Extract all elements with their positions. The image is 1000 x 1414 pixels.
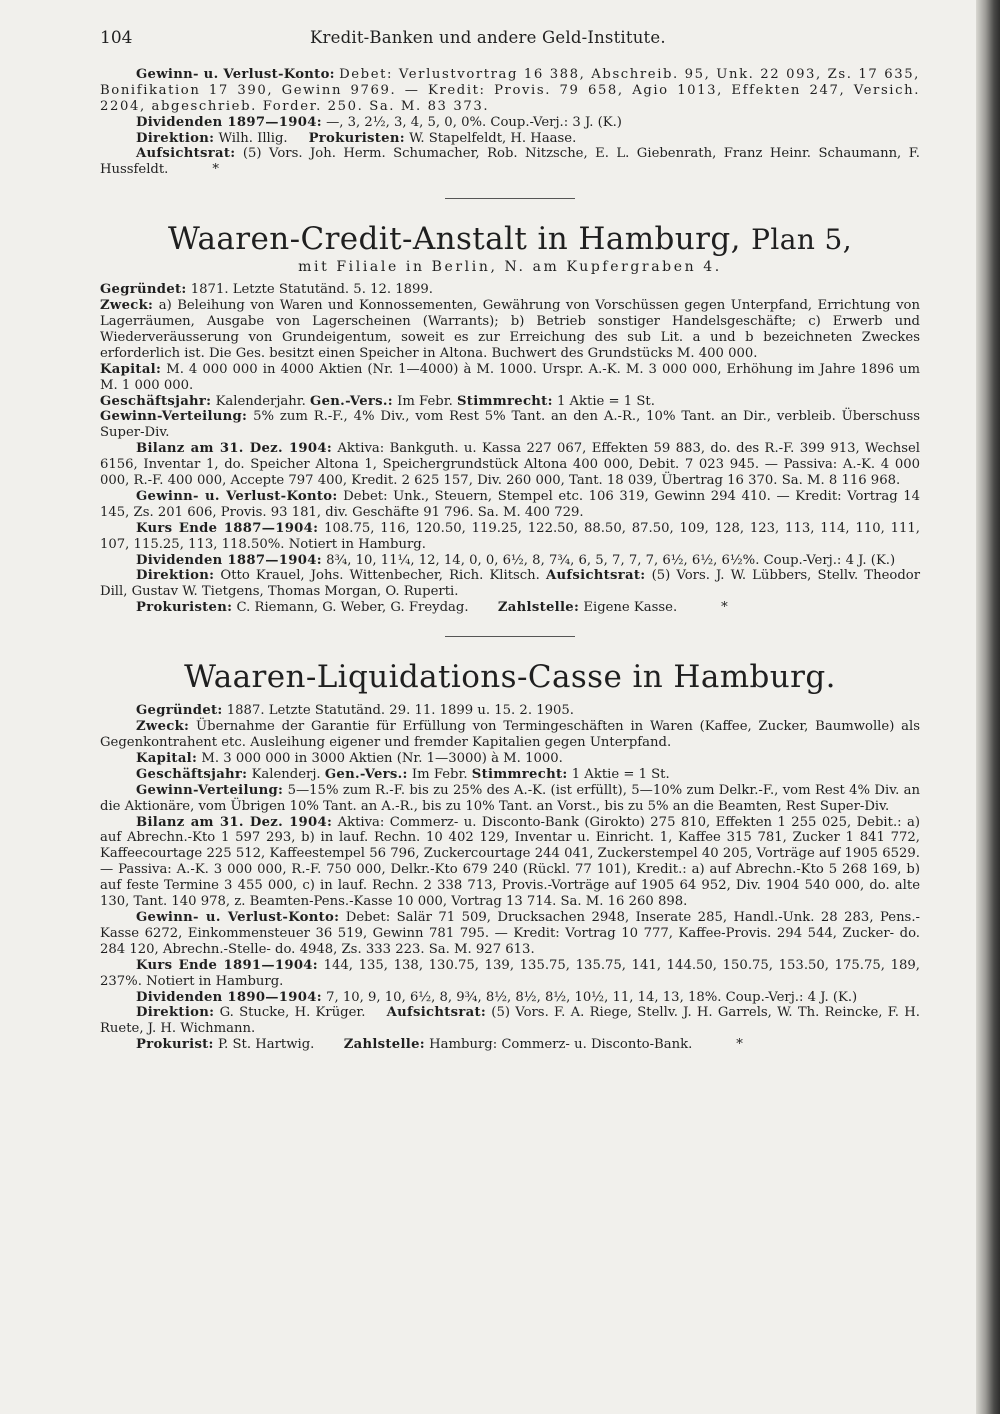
kapital-text: M. 4 000 000 in 4000 Aktien (Nr. 1—4000) à M. 1000. Urspr. A.-K. M. 3 000 000, Erhöhung im Jahre 1896 um M. 1 000 000. (100, 361, 920, 393)
genvers-label: Gen.-Vers.: (310, 393, 393, 409)
prokuristen-label: Prokuristen: (136, 600, 233, 616)
dividenden-text: 7, 10, 9, 10, 6½, 8, 9¾, 8½, 8½, 8½, 10½, 11, 14, 13, 18%. Coup.-Verj.: 4 J. (K.) (326, 989, 858, 1005)
geschaeftsjahr-label: Geschäftsjahr: (136, 766, 248, 782)
bilanz-paragraph (100, 815, 920, 910)
kapital-paragraph (100, 362, 920, 394)
genvers-label: Gen.-Vers.: (324, 766, 408, 782)
geschaeftsjahr-text: Kalenderjahr. (215, 393, 306, 409)
gewinnverteilung-label: Gewinn-Verteilung: (136, 782, 284, 798)
zahlstelle-label: Zahlstelle: (497, 600, 580, 616)
separator-rule (445, 198, 575, 199)
guv-text: Debet: Unk., Steuern, Stempel etc. 106 319, Gewinn 294 410. — Kredit: Vortrag 14 145, Zs. 201 606, Provis. 93 181, div. Geschäfte 91 796. Sa. M. 400 729. (100, 488, 920, 520)
kurs-paragraph (100, 958, 920, 990)
prokurist-label: Prokurist: (136, 1037, 214, 1053)
kapital-label: Kapital: (136, 750, 198, 766)
firm-plan: Plan 5, (751, 223, 853, 257)
prokurist-paragraph (100, 1037, 920, 1053)
bilanz-text: Aktiva: Bankguth. u. Kassa 227 067, Effekten 59 883, do. des R.-F. 399 913, Wechsel 6156, Inventar 1, do. Speicher Altona 1, Speichergrundstück Altona 400 000, Debit. 7 023 945. — Passiva: A.-K. 4 000 000, R.-F. 400 000, Accepte 797 400, Kredit. 2 625 157, Div. 260 000, Tant. 18 039, Übertrag 16 370. Sa. M. 8 116 968. (100, 441, 920, 489)
page-number: 104 (100, 28, 133, 48)
gewinnverteilung-paragraph (100, 783, 920, 815)
direktion-label: Direktion: (136, 1005, 215, 1021)
gegruendet-paragraph (100, 703, 920, 719)
gewinnverteilung-paragraph (100, 409, 920, 441)
geschaeftsjahr-label: Geschäftsjahr: (100, 393, 212, 409)
kapital-paragraph (100, 751, 920, 767)
running-head-title: Kredit-Banken und andere Geld-Institute. (310, 28, 666, 47)
zweck-label: Zweck: (136, 719, 190, 735)
prev-prok-text: W. Stapelfeldt, H. Haase. (409, 130, 577, 146)
direktion-text: Otto Krauel, Johs. Wittenbecher, Rich. Klitsch. (220, 568, 540, 584)
gewinnverteilung-label: Gewinn-Verteilung: (100, 409, 248, 425)
prev-div-paragraph (100, 115, 920, 131)
direktion-paragraph (100, 1005, 920, 1037)
geschaeftsjahr-paragraph (100, 394, 920, 410)
running-header (100, 30, 920, 47)
gegruendet-label: Gegründet: (100, 282, 187, 298)
dividenden-label: Dividenden 1887—1904: (136, 552, 322, 568)
guv-text: Debet: Salär 71 509, Drucksachen 2948, Inserate 285, Handl.-Unk. 28 283, Pens.-Kasse 6272, Einkommensteuer 36 519, Gewinn 781 795. — Kredit: Vortrag 10 777, Kaffee-Provis. 294 544, Zucker- do. 284 120, Abrechn.-Stelle- do. 4948, Zs. 333 223. Sa. M. 927 613. (100, 909, 920, 957)
prev-div-text: —, 3, 2½, 3, 4, 5, 0, 0%. Coup.-Verj.: 3 J. (K.) (326, 114, 622, 130)
dividenden-label: Dividenden 1890—1904: (136, 989, 322, 1005)
kurs-text: 144, 135, 138, 130.75, 139, 135.75, 135.75, 141, 144.50, 150.75, 153.50, 175.75, 189, 237%. Notiert in Hamburg. (100, 957, 920, 989)
aufsichtsrat-text: (5) Vors. F. A. Riege, Stellv. J. H. Garrels, W. Th. Reincke, F. H. Ruete, J. H. Wichmann. (100, 1005, 920, 1037)
prokurist-text: P. St. Hartwig. (217, 1037, 315, 1053)
prev-dir-paragraph (100, 131, 920, 147)
zahlstelle-label: Zahlstelle: (343, 1037, 425, 1053)
bilanz-paragraph (100, 441, 920, 489)
prev-gv-paragraph (100, 67, 920, 115)
prev-gv-label: Gewinn- u. Verlust-Konto: (136, 66, 335, 82)
bilanz-label: Bilanz am 31. Dez. 1904: (136, 441, 333, 457)
entry-waaren-liquidations-casse (100, 659, 920, 1053)
zahlstelle-text: Eigene Kasse. (583, 600, 678, 616)
zweck-paragraph (100, 298, 920, 362)
direktion-paragraph (100, 568, 920, 600)
entry-waaren-credit-anstalt (100, 221, 920, 616)
aufsichtsrat-label: Aufsichtsrat: (546, 568, 646, 584)
dividenden-paragraph (100, 553, 920, 569)
separator-rule (445, 636, 575, 637)
stimmrecht-label: Stimmrecht: (471, 766, 568, 782)
gegruendet-paragraph (100, 282, 920, 298)
text-column (100, 30, 920, 1053)
geschaeftsjahr-text: Kalenderj. (251, 766, 321, 782)
prev-dir-text: Wilh. Illig. (218, 130, 288, 146)
gegruendet-text: 1887. Letzte Statutänd. 29. 11. 1899 u. 15. 2. 1905. (226, 703, 574, 719)
aufsichtsrat-label: Aufsichtsrat: (386, 1005, 487, 1021)
firm-title (100, 221, 920, 258)
gegruendet-label: Gegründet: (136, 703, 223, 719)
guv-paragraph (100, 910, 920, 958)
gewinnverteilung-text: 5—15% zum R.-F. bis zu 25% des A.-K. (ist erfüllt), 5—10% zum Delkr.-F., vom Rest 4% Div. an die Aktionäre, vom Übrigen 10% Tant. an A.-R., bis zu 10% Tant. an Vorst., bis zu 5% an die Beamten, Rest Super-Div. (100, 782, 920, 814)
prev-end-star: * (212, 162, 219, 178)
guv-label: Gewinn- u. Verlust-Konto: (136, 488, 338, 504)
prev-div-label: Dividenden 1897—1904: (136, 114, 322, 130)
zweck-text: a) Beleihung von Waren und Konnossementen, Gewährung von Vorschüssen gegen Unterpfand, Errichtung von Lagerräumen, Ausgabe von Lagerscheinen (Warrants); b) Betrieb sonstiger Handelsgeschäfte; c) Erwerb und Wiederveräusserung von Grundeigentum, soweit es zur Erreichung des sub Lit. a und b bezeichneten Zweckes erforderlich ist. Die Ges. besitzt einen Speicher in Altona. Buchwert des Grundstücks M. 400 000. (100, 298, 920, 361)
dividenden-text: 8¾, 10, 11¼, 12, 14, 0, 0, 6½, 8, 7¾, 6, 5, 7, 7, 7, 6½, 6½, 6½%. Coup.-Verj.: 4 J. (K.) (326, 552, 896, 568)
entry1-end-star: * (721, 600, 728, 616)
aufsichtsrat-text: (5) Vors. J. W. Lübbers, Stellv. Theodor Dill, Gustav W. Tietgens, Thomas Morgan, O. Ruperti. (100, 568, 920, 600)
guv-paragraph (100, 489, 920, 521)
firm-subtitle: mit Filiale in Berlin, N. am Kupfergraben 4. (298, 259, 722, 276)
genvers-text: Im Febr. (411, 766, 468, 782)
genvers-text: Im Febr. (397, 393, 453, 409)
prev-entry (100, 67, 920, 178)
title-spacer (100, 695, 920, 703)
bilanz-label: Bilanz am 31. Dez. 1904: (136, 814, 333, 830)
prev-gv-text: Debet: Verlustvortrag 16 388, Abschreib. 95, Unk. 22 093, Zs. 17 635, Bonifikation 17 390, Gewinn 9769. — Kredit: Provis. 79 658, Agio 1013, Effekten 247, Versich. 2204, abgeschrieb. Forder. 250. Sa. M. 83 373. (100, 66, 920, 114)
entry2-end-star: * (736, 1037, 743, 1053)
kurs-paragraph (100, 521, 920, 553)
stimmrecht-label: Stimmrecht: (456, 393, 553, 409)
guv-label: Gewinn- u. Verlust-Konto: (136, 909, 340, 925)
geschaeftsjahr-paragraph (100, 767, 920, 783)
kurs-label: Kurs Ende 1887—1904: (136, 520, 319, 536)
kurs-label: Kurs Ende 1891—1904: (136, 957, 318, 973)
kapital-label: Kapital: (100, 361, 162, 377)
kapital-text: M. 3 000 000 in 3000 Aktien (Nr. 1—3000) à M. 1000. (201, 750, 563, 766)
kurs-text: 108.75, 116, 120.50, 119.25, 122.50, 88.50, 87.50, 109, 128, 123, 113, 114, 110, 111, 107, 115.25, 113, 118.50%. Notiert in Hamburg. (100, 520, 920, 552)
prev-dir-label: Direktion: (136, 130, 215, 146)
zweck-text: Übernahme der Garantie für Erfüllung von Termingeschäften in Waren (Kaffee, Zucker, Baumwolle) als Gegenkontrahent etc. Ausleihung eigener und fremder Kapitalien gegen Unterpfand. (100, 719, 920, 750)
gewinnverteilung-text: 5% zum R.-F., 4% Div., vom Rest 5% Tant. an den A.-R., 10% Tant. an Dir., verbleib. Überschuss Super-Div. (100, 409, 920, 441)
stimmrecht-text: 1 Aktie = 1 St. (556, 393, 655, 409)
zweck-label: Zweck: (100, 298, 154, 314)
stimmrecht-text: 1 Aktie = 1 St. (571, 766, 670, 782)
zweck-paragraph (100, 719, 920, 751)
prokuristen-paragraph (100, 600, 920, 616)
firm-title: Waaren-Liquidations-Casse in Hamburg. (184, 659, 836, 696)
gegruendet-text: 1871. Letzte Statutänd. 5. 12. 1899. (190, 282, 433, 298)
prev-ar-paragraph (100, 146, 920, 178)
direktion-text: G. Stucke, H. Krüger. (219, 1005, 366, 1021)
prev-ar-label: Aufsichtsrat: (136, 146, 236, 162)
page-edge-shadow (976, 0, 1000, 1414)
zahlstelle-text: Hamburg: Commerz- u. Disconto-Bank. (429, 1037, 693, 1053)
firm-name: Waaren-Credit-Anstalt in Hamburg, (167, 221, 741, 258)
direktion-label: Direktion: (136, 568, 215, 584)
prev-ar-text: (5) Vors. Joh. Herm. Schumacher, Rob. Nitzsche, E. L. Giebenrath, Franz Heinr. Schaumann, F. Hussfeldt. (100, 146, 920, 178)
prokuristen-text: C. Riemann, G. Weber, G. Freydag. (236, 600, 469, 616)
bilanz-text: Aktiva: Commerz- u. Disconto-Bank (Girokto) 275 810, Effekten 1 255 025, Debit.: a) auf Abrechn.-Kto 1 597 293, b) in lauf. Rechn. 10 402 129, Inventar u. Einricht. 1, Kaffee 315 781, Zucker 1 841 772, Kaffeecourtage 225 512, Kaffeestempel 56 796, Zuckercourtage 244 041, Zuckerstempel 40 205, Vorträge auf 1905 6529. — Passiva: A.-K. 3 000 000, R.-F. 750 000, Delkr.-Kto 679 240 (Rückl. 77 101), Kredit.: a) auf Abrechn.-Kto 5 268 169, b) auf feste Termine 3 455 000, c) in lauf. Rechn. 2 338 713, Provis.-Vorträge auf 1905 64 952, Div. 1904 540 000, do. alte 130, Tant. 140 978, z. Beamten-Pens.-Kasse 10 000, Vortrag 13 714. Sa. M. 16 260 898. (100, 814, 920, 910)
prev-prok-label: Prokuristen: (308, 130, 405, 146)
dividenden-paragraph (100, 990, 920, 1006)
